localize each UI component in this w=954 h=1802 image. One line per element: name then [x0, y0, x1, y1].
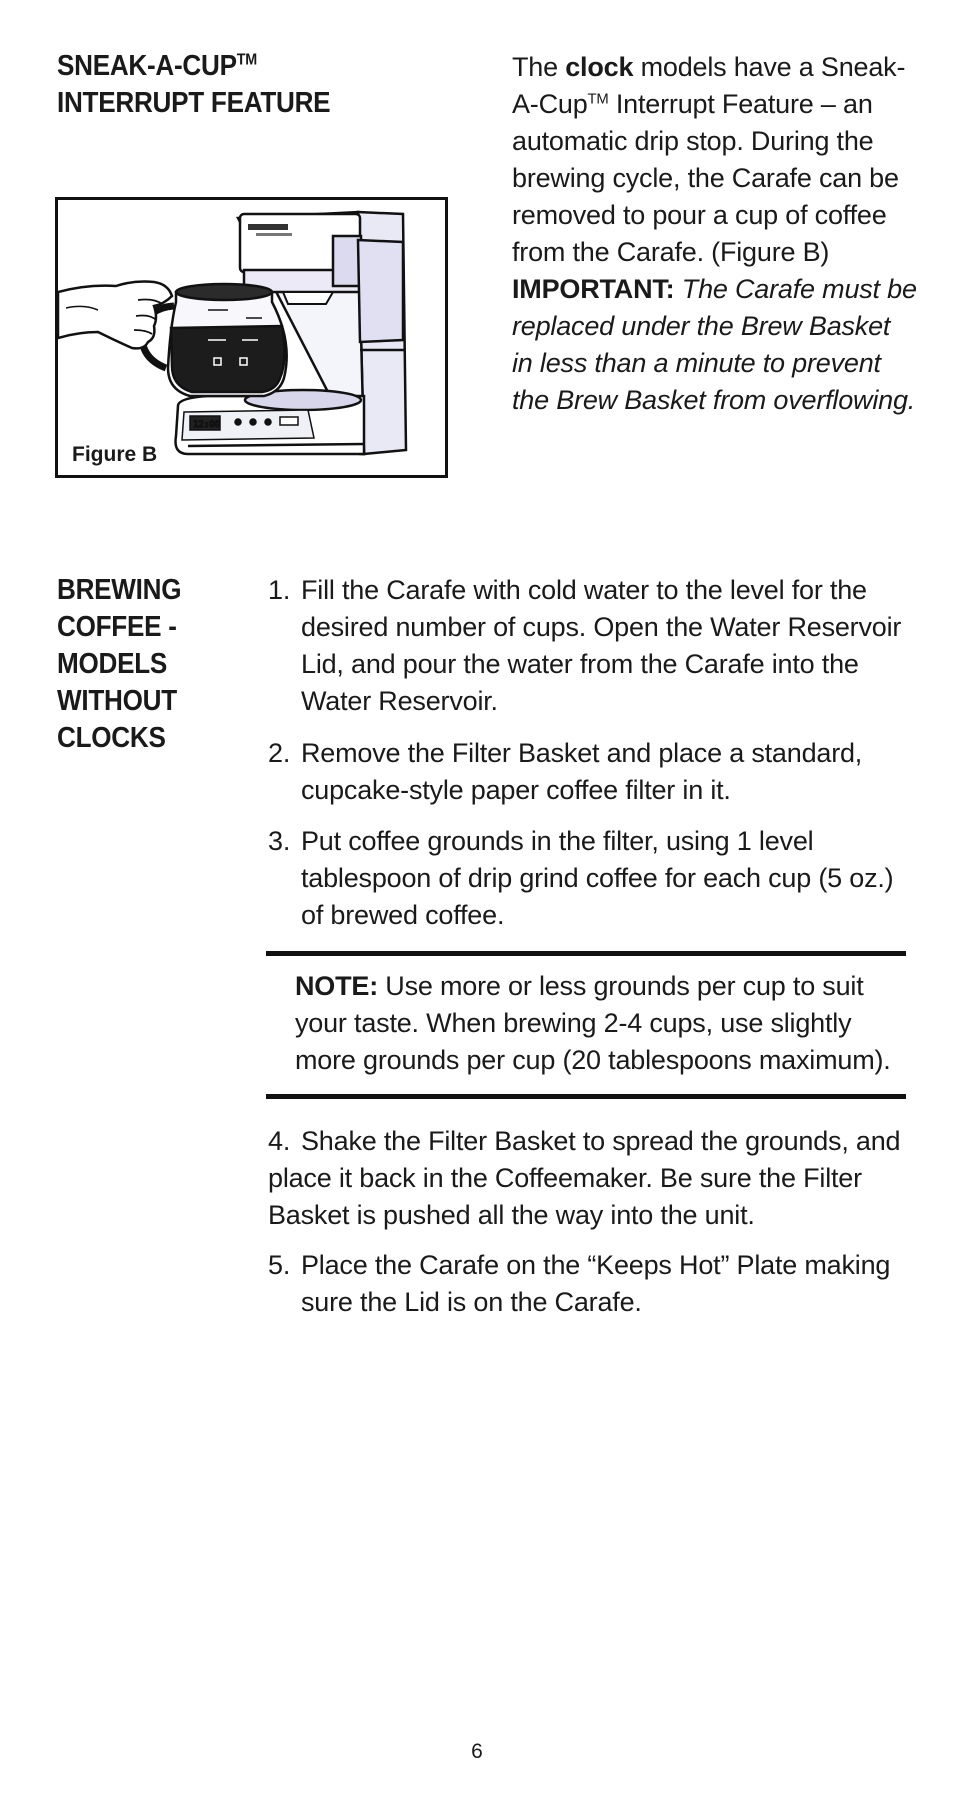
trademark-mark: TM [587, 91, 609, 108]
brewing-heading-line: MODELS [57, 648, 168, 680]
step-3 [268, 823, 908, 934]
sneak-a-cup-heading [57, 48, 399, 122]
important-text: The Carafe must be replaced under the Brew Basket in less than a minute to prevent the Brew Basket from overflowing. [512, 274, 917, 415]
text-models: models have a [633, 52, 814, 82]
step-2 [268, 735, 908, 809]
note-box [295, 968, 915, 1079]
heading-line-1: SNEAK-A-CUP [57, 50, 237, 82]
step-4 [268, 1123, 918, 1234]
coffeemaker-illustration [58, 200, 445, 475]
brewing-heading-line: WITHOUT [57, 685, 177, 717]
note-top-rule [266, 951, 906, 956]
control-panel-icon [182, 410, 314, 440]
note-bottom-rule [266, 1094, 906, 1099]
step-text: Shake the Filter Basket to spread the grounds, and place it back in the Coffeemaker. Be sure the Filter Basket is pushed all the way into the unit. [268, 1126, 901, 1230]
note-text: Use more or less grounds per cup to suit your taste. When brewing 2-4 cups, use slightly more grounds per cup (20 tablespoons maximum). [295, 971, 891, 1075]
step-number: 3. [268, 826, 291, 856]
step-5 [268, 1247, 908, 1321]
brewing-heading [57, 572, 237, 757]
step-text: Fill the Carafe with cold water to the level for the desired number of cups. Open the Water Reservoir Lid, and pour the water from the Carafe into the Water Reservoir. [301, 575, 902, 716]
clock-display-digits: 12:00 [193, 420, 221, 430]
step-text: Place the Carafe on the “Keeps Hot” Plate making sure the Lid is on the Carafe. [301, 1250, 891, 1317]
brewing-heading-line: COFFEE - [57, 611, 177, 643]
sneak-a-cup-paragraph [512, 49, 917, 419]
text-sneak: Sneak-A-Cup [512, 52, 906, 119]
step-number: 4. [268, 1126, 291, 1156]
important-label: IMPORTANT: [512, 274, 675, 304]
text-feature-description: Interrupt Feature – an automatic drip stop. During the brewing cycle, the Carafe can be removed to pour a cup of coffee from the Carafe. (Figure B) [512, 89, 899, 267]
heading-line-2: INTERRUPT FEATURE [57, 87, 331, 119]
clock-word: clock [565, 52, 634, 82]
step-number: 2. [268, 738, 291, 768]
hand-icon [58, 282, 172, 349]
step-number: 1. [268, 575, 291, 605]
figure-b [55, 197, 448, 478]
text-the: The [512, 52, 566, 82]
page-number: 6 [471, 1740, 483, 1763]
brewing-heading-line: CLOCKS [57, 722, 166, 754]
step-number: 5. [268, 1250, 291, 1280]
note-label: NOTE: [295, 971, 378, 1001]
brewing-heading-line: BREWING [57, 574, 182, 606]
trademark-mark: TM [236, 51, 257, 69]
step-text: Remove the Filter Basket and place a standard, cupcake-style paper coffee filter in it. [301, 738, 863, 805]
step-1 [268, 572, 908, 720]
step-text: Put coffee grounds in the filter, using 1 level tablespoon of drip grind coffee for each cup (5 oz.) of brewed coffee. [301, 826, 894, 930]
figure-b-label: Figure B [72, 443, 158, 466]
